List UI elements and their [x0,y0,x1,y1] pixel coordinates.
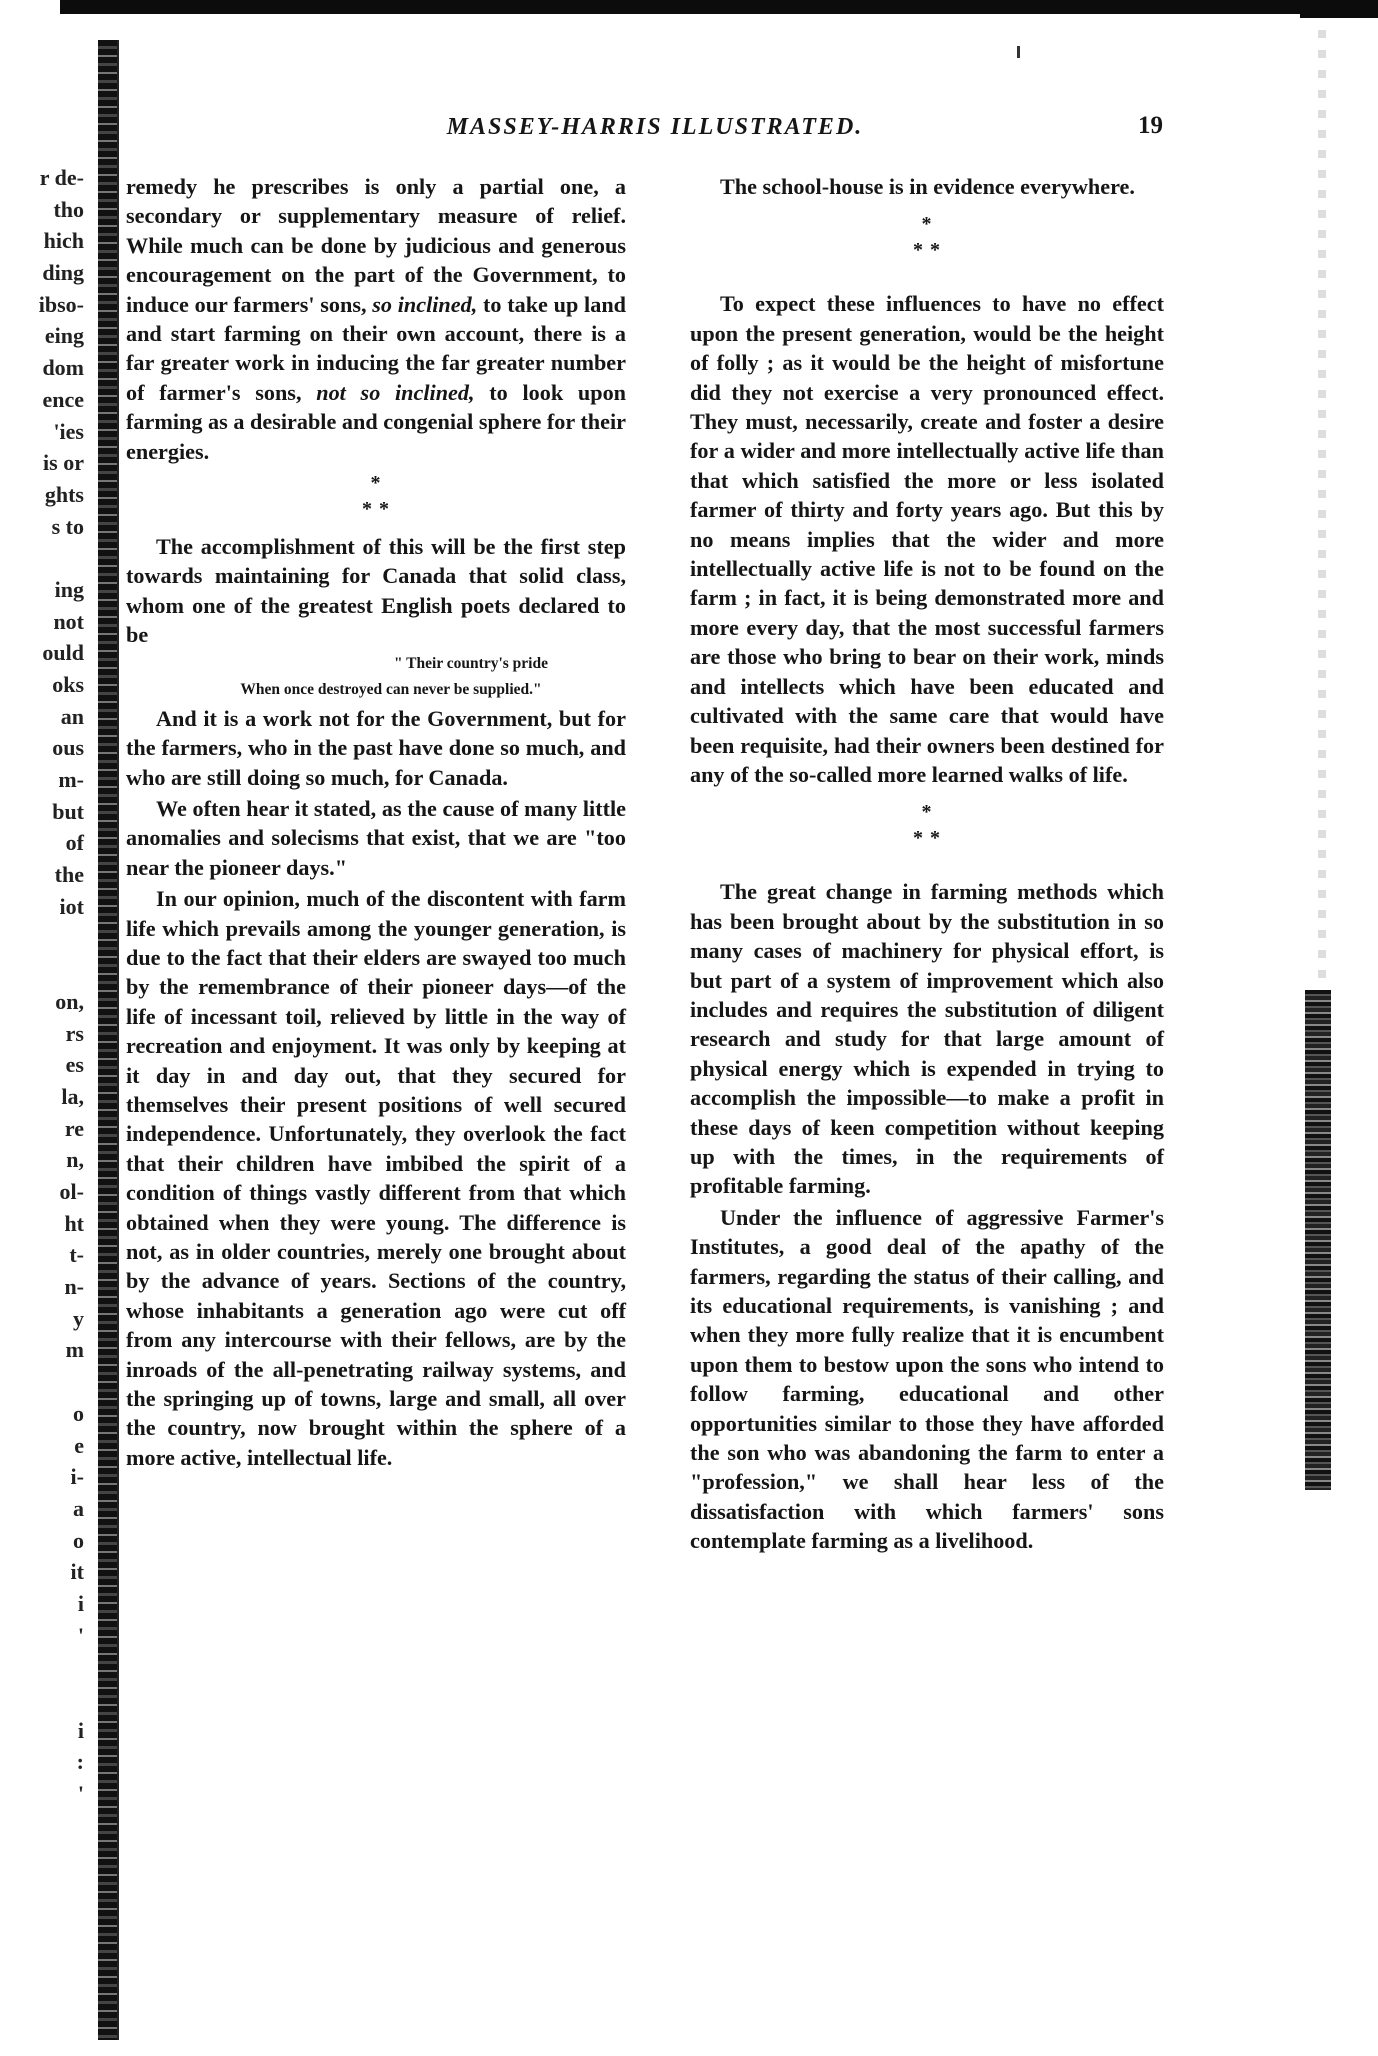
left-binding-shadow [98,40,118,2040]
margin-fragment: ibso- [38,291,84,317]
margin-fragment: the [54,862,84,888]
margin-fragment [0,1651,84,1683]
margin-fragment: i [77,1590,84,1616]
margin-fragment: es [65,1052,84,1078]
poem-quote-line: " Their country's pride [393,654,548,672]
poem-quote-line: When once destroyed can never be supplied." [240,680,542,698]
paragraph: The accomplishment of this will be the first step towards maintaining for Canada that solid class, whom one of the greatest English poets declared to be [126,534,626,648]
margin-fragment: ' [77,1622,84,1648]
margin-fragment: ing [54,576,84,602]
margin-fragment: tho [53,196,84,222]
margin-fragment: eing [44,323,84,349]
paragraph: remedy he prescribes is only a partial one, a secondary or supplementary measure of relief. While much can be done by judicious and generous encouragement on the part of the Government, to induce our farmers' sons, so inclined, to take up land and start farming on their own account, there is a far greater work in inducing the far greater number of farmer's sons, not so inclined, to look upon farming as a desirable and congenial sphere for their energies. [126,174,627,464]
margin-fragment: a [73,1495,84,1521]
section-asterism: * * * [362,472,390,521]
margin-fragment: t- [69,1242,84,1268]
right-column [690,172,1164,1852]
paragraph: In our opinion, much of the discontent with farm life which prevails among the younger generation, is due to the fact that their elders are swayed too much by the remembrance of their pioneer days—of the life of incessant toil, relieved by little in the way of recreation and enjoyment. It was only by keeping at it day in and day out, that they secured for themselves their present positions of well secured independence. Unfortunately, they overlook the fact that their children have imbibed the spirit of a condition of things vastly different from that which obtained when they were young. The difference is not, as in older countries, merely one brought about by the advance of years. Sections of the country, whose inhabitants a generation ago were cut off from any intercourse with their fellows, are by the inroads of the all-penetrating railway systems, and the springing up of towns, large and small, all over the country, now brought within the sphere of a more active, intellectual life. [126,886,626,1470]
margin-fragment: : [76,1749,84,1775]
margin-fragment: an [60,703,84,729]
margin-fragment: hich [43,228,84,254]
margin-fragment: not [53,608,84,634]
margin-fragment: is or [43,450,84,476]
margin-fragment [0,923,84,955]
margin-fragment: n- [64,1274,84,1300]
margin-fragment [0,1366,84,1398]
left-binding-line [117,40,119,2040]
margin-fragment: o [73,1527,84,1553]
margin-fragment: ol- [59,1179,84,1204]
margin-fragment: oks [52,672,84,697]
margin-fragment: ' [77,1781,84,1807]
margin-fragment: i- [70,1464,84,1490]
page-number: 19 [1138,112,1163,139]
running-title: MASSEY-HARRIS ILLUSTRATED. [446,114,864,140]
margin-fragment: of [65,830,84,856]
paragraph: The school-house is in evidence everywhere. [720,174,1135,199]
right-binding-shadow [1305,990,1331,1490]
previous-page-margin-fragments [0,162,84,1810]
margin-fragment: ding [42,260,84,286]
margin-fragment: iot [59,893,84,919]
margin-fragment: re [64,1115,84,1141]
margin-fragment [0,542,84,574]
margin-fragment: o [73,1400,84,1426]
margin-fragment: e [74,1432,84,1458]
left-column [126,172,626,1852]
margin-fragment: but [52,798,84,824]
margin-fragment: ghts [44,481,84,507]
margin-fragment: i [77,1717,84,1743]
paragraph: Under the influence of aggressive Farmer's Institutes, a good deal of the apathy of the farmers, regarding the status of their calling, and its educational requirements, is vanishing ; and when they more fully realize that it is encumbent upon them to bestow upon the sons who intend to follow farming, educational and other opportunities similar to those they have afforded the son who was abandoning the farm to enter a "profession," we shall hear less of the dissatisfaction with which farmers' sons contemplate farming as a livelihood. [690,1204,1164,1554]
margin-fragment: r de- [39,165,84,190]
margin-fragment: m [65,1337,84,1363]
paragraph: And it is a work not for the Government, but for the farmers, who in the past have done so much, and who are still doing so much, for Canada. [126,705,626,790]
scan-speck [1017,46,1020,58]
paragraph: We often hear it stated, as the cause of many little anomalies and solecisms that exist, that we are "too near the pioneer days." [126,795,626,880]
margin-fragment: ht [64,1210,84,1236]
margin-fragment: y [73,1305,84,1331]
margin-fragment: it [70,1559,84,1585]
margin-fragment [0,954,84,986]
top-scan-edge-tail [1300,0,1378,18]
margin-fragment: on, [55,988,84,1014]
right-scan-edge [1318,30,1326,990]
margin-fragment: dom [42,355,84,381]
margin-fragment: ould [42,640,84,666]
section-asterism: * * * [913,801,941,850]
margin-fragment: 'ies [53,418,84,444]
paragraph: To expect these influences to have no effect upon the present generation, would be the height of folly ; as it would be the height of misfortune did they not exercise a very pronounced effect. They must, necessarily, create and foster a desire for a wider and more intellectually active life than that which satisfied the more or less isolated farmer of thirty and forty years ago. But this by no means implies that the wider and more intellectually active life is not to be found on the farm ; in fact, it is being demonstrated more and more every day, that the most successful farmers are those who bring to bear on their work, minds and intellects which have been educated and cultivated with the same care that would have been requisite, had their owners been destined for any of the so-called more learned walks of life. [690,291,1164,787]
margin-fragment: ous [52,735,84,761]
margin-fragment: rs [65,1020,84,1046]
margin-fragment: s to [51,513,84,539]
paragraph: The great change in farming methods which has been brought about by the substitution in so many cases of machinery for physical effort, is but part of a system of improvement which also includes and requires the substitution of diligent research and study for that large amount of physical energy which is expended in trying to accomplish the impossible—to make a profit in these days of keen competition without keeping up with the times, in the requirements of profitable farming. [690,879,1164,1199]
margin-fragment: la, [61,1083,84,1109]
section-asterism: * * * [913,213,941,262]
margin-fragment: ence [42,386,84,412]
margin-fragment: m- [58,767,84,793]
margin-fragment: n, [66,1147,84,1173]
margin-fragment [0,1683,84,1715]
top-scan-edge [60,0,1318,14]
